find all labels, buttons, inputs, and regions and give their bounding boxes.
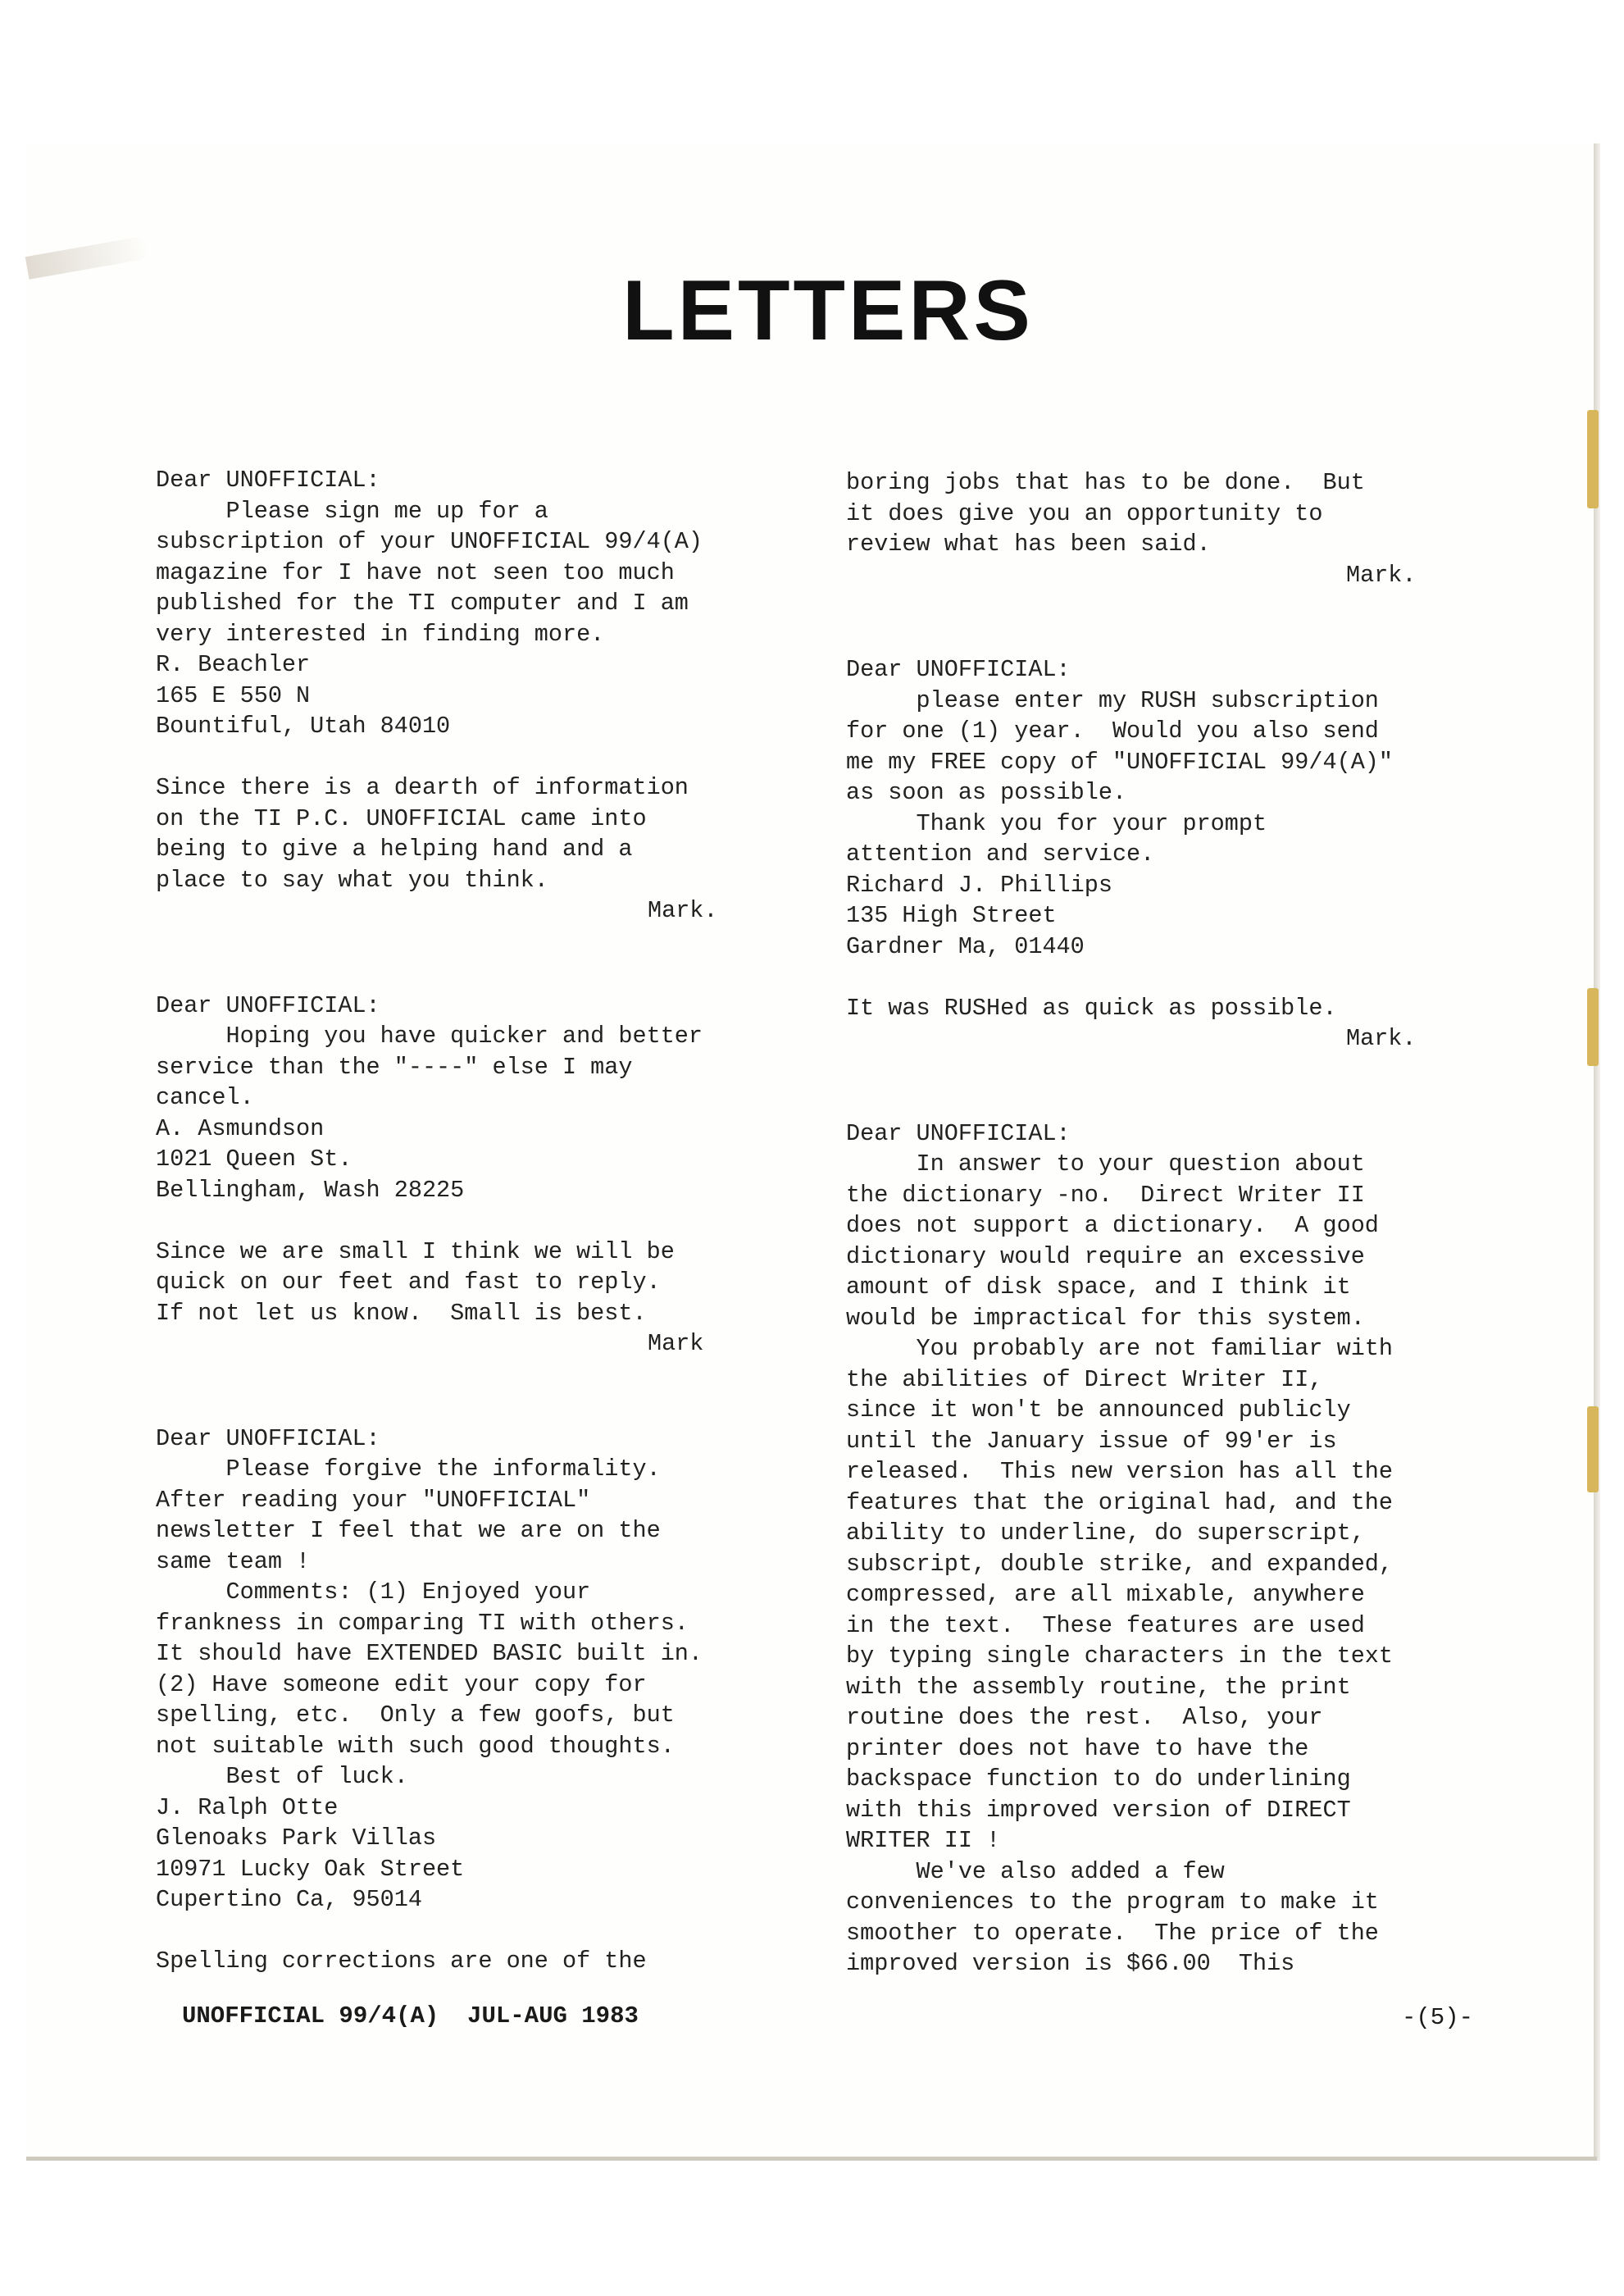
letter-line: Dear UNOFFICIAL: [846,1119,1071,1147]
letter-line: Cupertino Ca, 95014 [156,1886,422,1913]
letter-line: In answer to your question about [846,1150,1365,1178]
letter-line: conveniences to the program to make it [846,1888,1379,1916]
letter-line: same team ! [156,1547,311,1575]
letter-line: amount of disk space, and I think it [846,1273,1351,1301]
editor-signature: Mark. [1346,1025,1417,1052]
letter-line: We've also added a few [846,1857,1225,1885]
letter-line: Dear UNOFFICIAL: [156,991,380,1019]
right-column [846,467,1469,2043]
footer-page-number: -(5)- [1402,2004,1474,2031]
letter-line: compressed, are all mixable, anywhere [846,1581,1365,1608]
letter-line: Glenoaks Park Villas [156,1824,437,1852]
letter-block [156,991,779,1360]
letter-line: released. This new version has all the [846,1458,1394,1485]
letter-line: Thank you for your prompt [846,809,1267,837]
editor-signature: Mark. [1346,561,1417,589]
letter-line: published for the TI computer and I am [156,590,689,617]
letter-block [846,1118,1469,1979]
letter-line: service than the "----" else I may [156,1053,633,1081]
letter-line: Best of luck. [156,1763,408,1790]
letter-line: 10971 Lucky Oak Street [156,1855,465,1883]
letter-line: until the January issue of 99'er is [846,1427,1337,1455]
letter-line: 1021 Queen St. [156,1146,353,1173]
reply-line: Since we are small I think we will be [156,1237,675,1265]
letter-line: dictionary would require an excessive [846,1242,1365,1270]
letter-line: (2) Have someone edit your copy for [156,1670,647,1698]
letter-line: it does give you an opportunity to [846,499,1323,527]
letter-line: frankness in comparing TI with others. [156,1609,689,1637]
letter-block [846,467,1469,590]
letter-line: routine does the rest. Also, your [846,1704,1323,1731]
letter-line: please enter my RUSH subscription [846,686,1379,714]
letter-line: very interested in finding more. [156,620,605,648]
letter-line: ability to underline, do superscript, [846,1519,1365,1547]
reply-line: quick on our feet and fast to reply. [156,1269,661,1296]
letter-block [156,465,779,927]
reply-line: place to say what you think. [156,866,548,894]
letter-line: does not support a dictionary. A good [846,1212,1379,1239]
reply-line: Since there is a dearth of information [156,774,689,801]
editor-signature: Mark. [648,897,718,924]
letter-line: Richard J. Phillips [846,871,1112,899]
footer-publication: UNOFFICIAL 99/4(A) JUL-AUG 1983 [182,2002,639,2029]
page-title: LETTERS [622,263,1034,358]
letter-line: as soon as possible. [846,779,1127,806]
letter-line: with this improved version of DIRECT [846,1796,1351,1824]
letter-line: Dear UNOFFICIAL: [156,1424,380,1452]
reply-line: It was RUSHed as quick as possible. [846,994,1337,1022]
letter-line: It should have EXTENDED BASIC built in. [156,1640,703,1667]
letter-line: would be impractical for this system. [846,1304,1365,1332]
letter-block [846,654,1469,1055]
letter-line: subscript, double strike, and expanded, [846,1550,1394,1578]
reply-line: Spelling corrections are one of the [156,1947,647,1975]
letter-line: Gardner Ma, 01440 [846,932,1085,960]
binding-stain [1587,410,1599,508]
letter-line: Dear UNOFFICIAL: [156,467,380,494]
letter-line: features that the original had, and the [846,1488,1394,1516]
letter-block [156,1424,779,1977]
letter-line: in the text. These features are used [846,1611,1365,1639]
letter-line: Bountiful, Utah 84010 [156,713,451,740]
letter-line: boring jobs that has to be done. But [846,469,1365,496]
binding-stain [1587,988,1599,1066]
letter-line: the dictionary -no. Direct Writer II [846,1181,1365,1209]
letter-line: smoother to operate. The price of the [846,1919,1379,1947]
letter-line: J. Ralph Otte [156,1793,339,1821]
letter-line: Dear UNOFFICIAL: [846,656,1071,683]
letter-line: cancel. [156,1084,254,1111]
letter-line: Please sign me up for a [156,497,548,525]
letter-line: R. Beachler [156,651,311,678]
letter-line: attention and service. [846,840,1155,868]
letter-line: for one (1) year. Would you also send [846,718,1379,745]
letter-line: since it won't be announced publicly [846,1396,1351,1424]
page-bottom-edge [26,2157,1597,2161]
letter-line: me my FREE copy of "UNOFFICIAL 99/4(A)" [846,748,1394,776]
letter-line: magazine for I have not seen too much [156,558,675,586]
letter-line: improved version is $66.00 This [846,1950,1295,1977]
left-column [156,465,779,2041]
letter-line: A. Asmundson [156,1114,325,1142]
letter-line: spelling, etc. Only a few goofs, but [156,1702,675,1729]
letter-line: 165 E 550 N [156,681,311,709]
letter-line: review what has been said. [846,531,1211,558]
letter-line: Please forgive the informality. [156,1456,661,1483]
letter-line: 135 High Street [846,902,1057,929]
binding-stain [1587,1406,1599,1492]
reply-line: being to give a helping hand and a [156,836,633,863]
letter-line: not suitable with such good thoughts. [156,1732,675,1760]
letter-line: After reading your "UNOFFICIAL" [156,1486,591,1514]
letter-line: the abilities of Direct Writer II, [846,1365,1323,1393]
letter-line: by typing single characters in the text [846,1642,1394,1670]
letter-line: Bellingham, Wash 28225 [156,1176,465,1204]
letter-line: You probably are not familiar with [846,1335,1394,1362]
letter-line: backspace function to do underlining [846,1765,1351,1793]
reply-line: If not let us know. Small is best. [156,1299,647,1327]
letter-line: subscription of your UNOFFICIAL 99/4(A) [156,528,703,555]
letter-line: WRITER II ! [846,1827,1001,1854]
reply-line: on the TI P.C. UNOFFICIAL came into [156,804,647,832]
letter-line: with the assembly routine, the print [846,1673,1351,1701]
editor-signature: Mark [648,1330,704,1357]
letter-line: newsletter I feel that we are on the [156,1517,661,1544]
letter-line: Hoping you have quicker and better [156,1023,703,1050]
letter-line: printer does not have to have the [846,1734,1309,1762]
letter-line: Comments: (1) Enjoyed your [156,1578,591,1606]
